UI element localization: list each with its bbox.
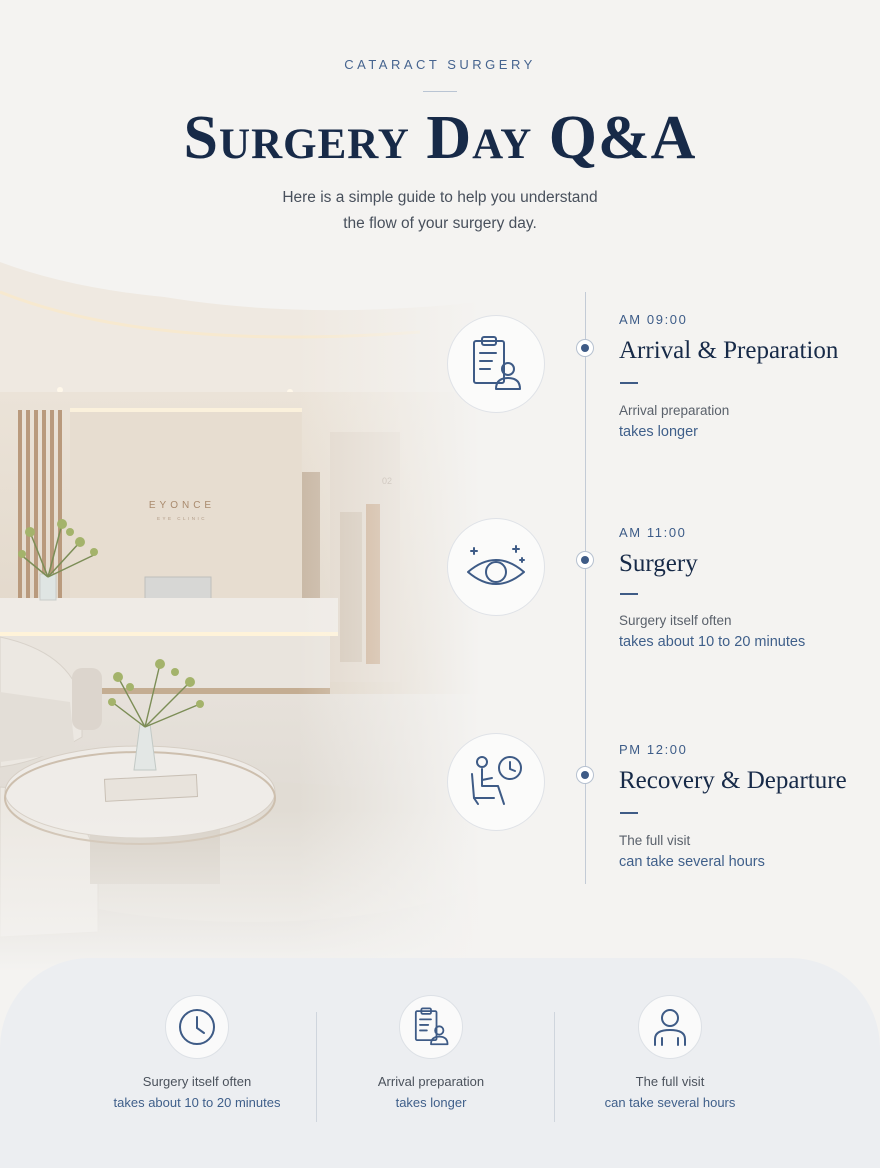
step-2-time: AM 11:00 [619, 525, 687, 540]
step-3-title: Recovery & Departure [619, 767, 847, 794]
step-3-line-1: The full visit [619, 833, 691, 848]
step-2-line-1: Surgery itself often [619, 613, 732, 628]
eye-icon [447, 518, 545, 616]
summary-item-arrival [316, 995, 546, 1110]
step-2-title: Surgery [619, 550, 698, 577]
timeline-line [585, 292, 586, 884]
intro-line-1: Here is a simple guide to help you understand [282, 189, 598, 206]
step-1-title: Arrival & Preparation [619, 337, 839, 364]
clock-icon [165, 995, 229, 1059]
step-1-time: AM 09:00 [619, 312, 688, 327]
summary-1-line-1: Surgery itself often [142, 1074, 252, 1089]
intro-line-2: the flow of your surgery day. [343, 215, 537, 232]
summary-item-surgery [82, 995, 312, 1110]
clinic-lobby-image [0, 232, 480, 972]
timeline-dot-3 [576, 766, 594, 784]
eyebrow-divider [423, 91, 457, 92]
timeline-dot-1 [576, 339, 594, 357]
person-icon [638, 995, 702, 1059]
step-2-line-2: takes about 10 to 20 minutes [619, 634, 806, 650]
step-2-rule [620, 593, 638, 595]
eyebrow-label: CATARACT SURGERY [344, 57, 536, 72]
page-title: Surgery Day Q&A [183, 104, 697, 172]
step-1-rule [620, 382, 638, 384]
step-3-time: PM 12:00 [619, 742, 688, 757]
summary-2-line-1: Arrival preparation [377, 1074, 485, 1089]
summary-3-line-2: can take several hours [604, 1095, 736, 1110]
timeline-dot-2 [576, 551, 594, 569]
step-3-rule [620, 812, 638, 814]
intro-text [0, 185, 880, 237]
summary-3-line-1: The full visit [635, 1074, 705, 1089]
seated-person-clock-icon [447, 733, 545, 831]
summary-2-line-2: takes longer [395, 1095, 467, 1110]
step-1-line-2: takes longer [619, 424, 698, 440]
summary-item-visit [555, 995, 785, 1110]
summary-1-line-2: takes about 10 to 20 minutes [113, 1095, 281, 1110]
clipboard-patient-icon [447, 315, 545, 413]
step-1-line-1: Arrival preparation [619, 403, 730, 418]
clipboard-patient-icon [399, 995, 463, 1059]
step-3-line-2: can take several hours [619, 854, 765, 870]
